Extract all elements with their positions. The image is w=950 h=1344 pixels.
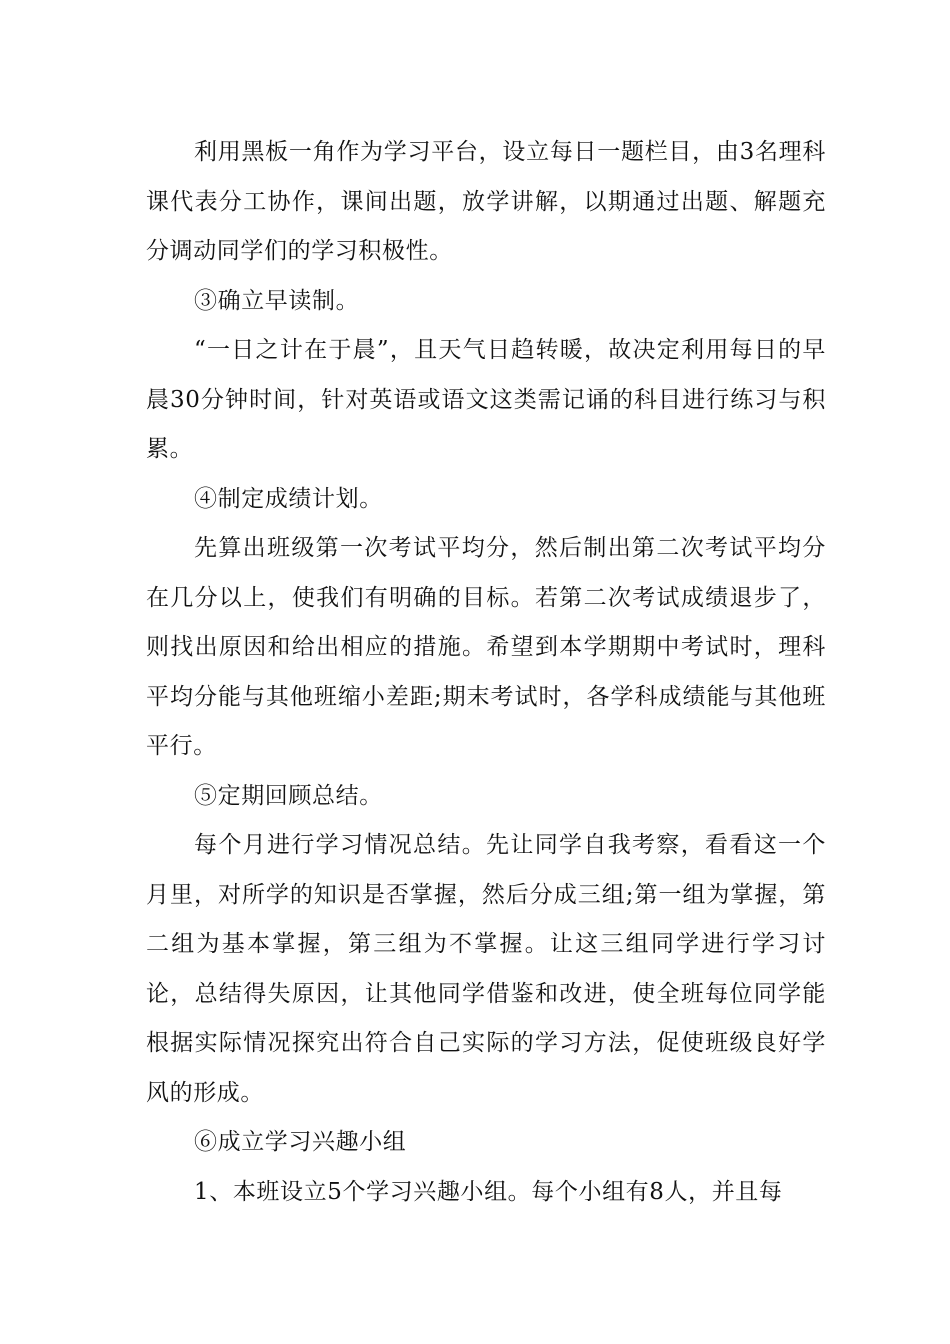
paragraph-interest-groups: 1、本班设立5个学习兴趣小组。每个小组有8人，并且每 bbox=[194, 1178, 783, 1205]
heading-morning-reading: ③确立早读制。 bbox=[194, 287, 360, 314]
heading-interest-groups: ⑥成立学习兴趣小组 bbox=[194, 1129, 407, 1155]
document-page bbox=[146, 128, 826, 1217]
paragraph-score-plan: 先算出班级第一次考试平均分，然后制出第二次考试平均分在几分以上，使我们有明确的目标。若第二次考试成绩退步了，则找出原因和给出相应的措施。希望到本学期期中考试时，理科平均分能与其他班缩小差距;期末考试时，各学科成绩能与其他班平行。 bbox=[146, 535, 826, 759]
heading-periodic-review: ⑤定期回顾总结。 bbox=[194, 782, 383, 809]
paragraph-periodic-review: 每个月进行学习情况总结。先让同学自我考察，看看这一个月里，对所学的知识是否掌握，然后分成三组;第一组为掌握，第二组为基本掌握，第三组为不掌握。让这三组同学进行学习讨论，总结得失原因，让其他同学借鉴和改进，使全班每位同学能根据实际情况探究出符合自己实际的学习方法，促使班级良好学风的形成。 bbox=[146, 832, 826, 1106]
paragraph-blackboard-platform: 利用黑板一角作为学习平台，设立每日一题栏目，由3名理科课代表分工协作，课间出题，放学讲解，以期通过出题、解题充分调动同学们的学习积极性。 bbox=[146, 139, 826, 264]
paragraph-morning-reading: “一日之计在于晨”，且天气日趋转暖，故决定利用每日的早晨30分钟时间，针对英语或语文这类需记诵的科目进行练习与积累。 bbox=[146, 337, 826, 462]
heading-score-plan: ④制定成绩计划。 bbox=[194, 485, 383, 512]
